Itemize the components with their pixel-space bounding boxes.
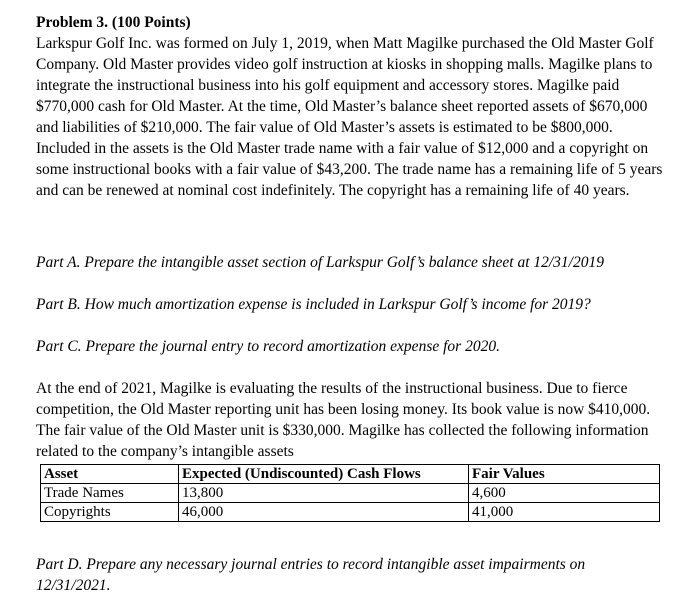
part-d-question: Part D. Prepare any necessary journal entries to record intangible asset impairments on 12/31/2021. — [36, 556, 586, 594]
table-cell-fair-value: 41,000 — [469, 503, 660, 522]
part-c-question: Part C. Prepare the journal entry to record amortization expense for 2020. — [36, 338, 500, 355]
intangible-assets-table — [40, 464, 660, 522]
problem-title: Problem 3. (100 Points) — [36, 14, 191, 31]
table-cell-fair-value: 4,600 — [469, 484, 660, 503]
scenario-2021-paragraph: At the end of 2021, Magilke is evaluating the results of the instructional business. Due to fierce competition, the Old Master reporting unit has been losing money. Its book value is now $410,000. The fair value of the Old Master unit is $330,000. Magilke has collected the following information related to the company’s intangible assets — [36, 380, 651, 460]
table-cell-asset: Trade Names — [41, 484, 179, 503]
table-cell-cash-flows: 13,800 — [179, 484, 469, 503]
problem-intro-paragraph: Larkspur Golf Inc. was formed on July 1, 2019, when Matt Magilke purchased the Old Master Golf Company. Old Master provides video golf instruction at kiosks in shopping malls. Magilke plans to integrate the instructional business into his golf equipment and accessory stores. Magilke paid $770,000 cash for Old Master. At the time, Old Master’s balance sheet reported assets of $670,000 and liabilities of $210,000. The fair value of Old Master’s assets is estimated to be $800,000. Included in the assets is the Old Master trade name with a fair value of $12,000 and a copyright on some instructional books with a fair value of $43,200. The trade name has a remaining life of 5 years and can be renewed at nominal cost indefinitely. The copyright has a remaining life of 40 years. — [36, 35, 663, 199]
table-header-fair-values: Fair Values — [469, 465, 660, 484]
table-header-row — [41, 465, 660, 484]
table-header-cash-flows: Expected (Undiscounted) Cash Flows — [179, 465, 469, 484]
table-row — [41, 484, 660, 503]
table-cell-cash-flows: 46,000 — [179, 503, 469, 522]
table-row — [41, 503, 660, 522]
table-header-asset: Asset — [41, 465, 179, 484]
part-b-question: Part B. How much amortization expense is included in Larkspur Golf’s income for 2019? — [36, 296, 591, 313]
part-a-question: Part A. Prepare the intangible asset section of Larkspur Golf’s balance sheet at 12/31/2019 — [36, 254, 604, 271]
table-cell-asset: Copyrights — [41, 503, 179, 522]
problem-document — [36, 12, 666, 594]
